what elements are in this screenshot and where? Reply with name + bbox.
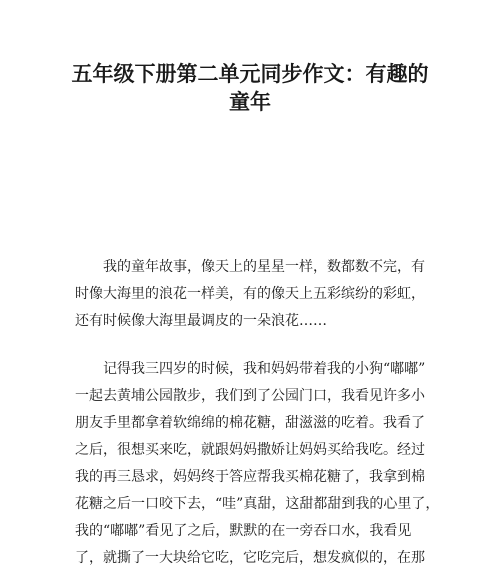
text-line: 之后，很想买来吃，就跟妈妈撒娇让妈妈买给我吃。经过 — [75, 442, 425, 458]
text-line: 我的童年故事，像天上的星星一样，数都数不完，有 — [103, 259, 425, 275]
text-line: 时像大海里的浪花一样美，有的像天上五彩缤纷的彩虹， — [75, 286, 425, 302]
text-line: 了，就撕了一大块给它吃，它吃完后，想发疯似的，在那 — [75, 550, 425, 566]
text-line: 花糖之后一口咬下去，“哇”真甜，这甜都甜到我的心里了， — [75, 496, 440, 512]
paragraph-2 — [75, 356, 440, 572]
text-line: 朋友手里都拿着软绵绵的棉花糖，甜滋滋的吃着。我看了 — [75, 415, 425, 431]
document-title — [60, 60, 440, 116]
paragraph-1 — [75, 254, 435, 335]
text-line: 我的“嘟嘟”看见了之后，默默的在一旁吞口水，我看见 — [75, 523, 412, 539]
title-line: 五年级下册第二单元同步作文：有趣的 — [71, 61, 429, 86]
text-line: 我的再三恳求，妈妈终于答应帮我买棉花糖了，我拿到棉 — [75, 469, 425, 485]
text-line: 记得我三四岁的时候，我和妈妈带着我的小狗“嘟嘟” — [103, 361, 426, 377]
title-line: 童年 — [229, 89, 271, 114]
text-line: 还有时候像大海里最调皮的一朵浪花…… — [75, 313, 327, 329]
text-line: 一起去黄埔公园散步，我们到了公园门口，我看见许多小 — [75, 388, 425, 404]
